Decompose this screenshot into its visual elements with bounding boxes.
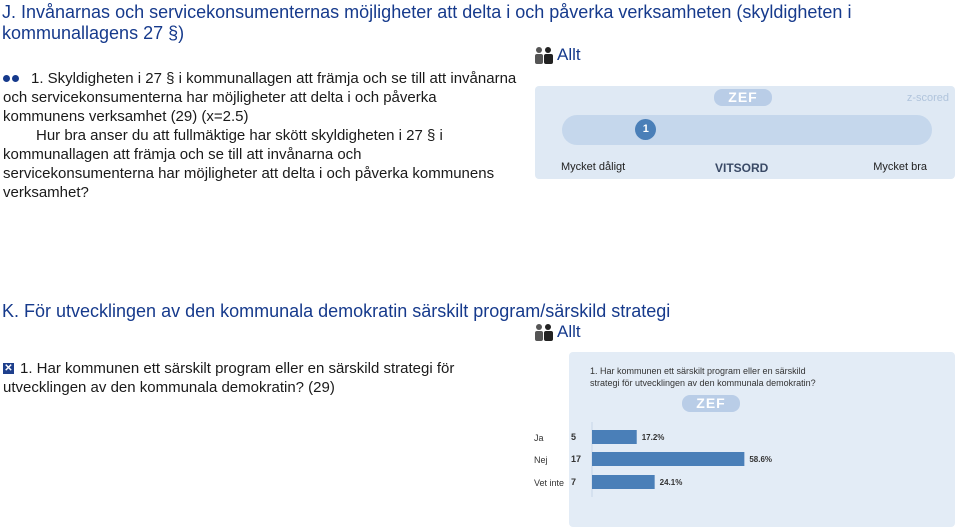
category-label: Nej [534,455,548,465]
z-scored-label: z-scored [906,92,949,104]
question-k-line2: utvecklingen av den kommunala demokratin? (29) [3,379,335,396]
count-label: 7 [571,477,577,487]
scale-center-label: VITSORD [715,161,769,175]
group-label-j [534,45,581,65]
question-j-line3: kommunens verksamhet (29) (x=2.5) [3,108,249,125]
bar-chart-panel [534,352,955,527]
value-label: 58.6% [749,455,773,464]
bar [592,475,655,489]
question-j-line1: 1. Skyldigheten i 27 § i kommunallagen att främja och se till att invånarna [31,70,517,87]
sub-question-line1: Hur bra anser du att fullmäktige har skött skyldigheten i 27 § i [36,127,443,144]
section-k-title: K. För utvecklingen av den kommunala demokratin särskilt program/särskild strategi [2,301,671,321]
bar [592,430,637,444]
zef-logo: ZEF [682,395,740,412]
value-label: 17.2% [641,433,665,442]
question-j-line2: och servicekonsumenterna har möjligheter att delta i och påverka [3,89,437,106]
people-icon [534,323,554,341]
scale-panel [535,86,955,179]
question-k [3,359,523,397]
question-j [3,69,538,202]
chart-title-line2: strategi för utvecklingen av den kommunala demokratin? [590,378,816,388]
count-label: 17 [571,454,582,464]
scale-track [562,115,932,145]
sub-question-line3: servicekonsumenterna har möjligheter att delta i och påverka kommunens [3,165,495,182]
bar [592,452,744,466]
score-marker-value: 1 [642,123,649,135]
bar-chart [534,352,955,527]
sub-question-line2: kommunallagen att främja och se till att invånarna och [3,146,362,163]
scale-left-label: Mycket dåligt [561,161,626,173]
category-label: Vet inte [534,478,565,488]
section-j-title-line2: kommunallagens 27 §) [2,23,185,43]
bars-group [534,422,772,497]
zef-logo: ZEF [714,89,772,106]
question-k-line1: 1. Har kommunen ett särskilt program eller en särskild strategi för [20,360,455,377]
chart-title-line1: 1. Har kommunen ett särskilt program eller en särskild [590,366,806,376]
section-j-title-line1: J. Invånarnas och servicekonsumenternas möjligheter att delta i och påverka verksamheten (skyldigheten i [2,2,852,22]
allt-label: Allt [557,322,581,341]
dots-icon [3,75,19,82]
section-j-title [2,2,958,44]
checkbox-x-icon: ✕ [4,363,13,374]
sub-question-line4: verksamhet? [3,184,89,201]
group-label-k [534,322,581,342]
value-label: 24.1% [659,478,683,487]
people-icon [534,46,554,64]
category-label: Ja [534,433,544,443]
count-label: 5 [571,432,577,442]
scale-right-label: Mycket bra [873,161,927,173]
allt-label: Allt [557,45,581,64]
